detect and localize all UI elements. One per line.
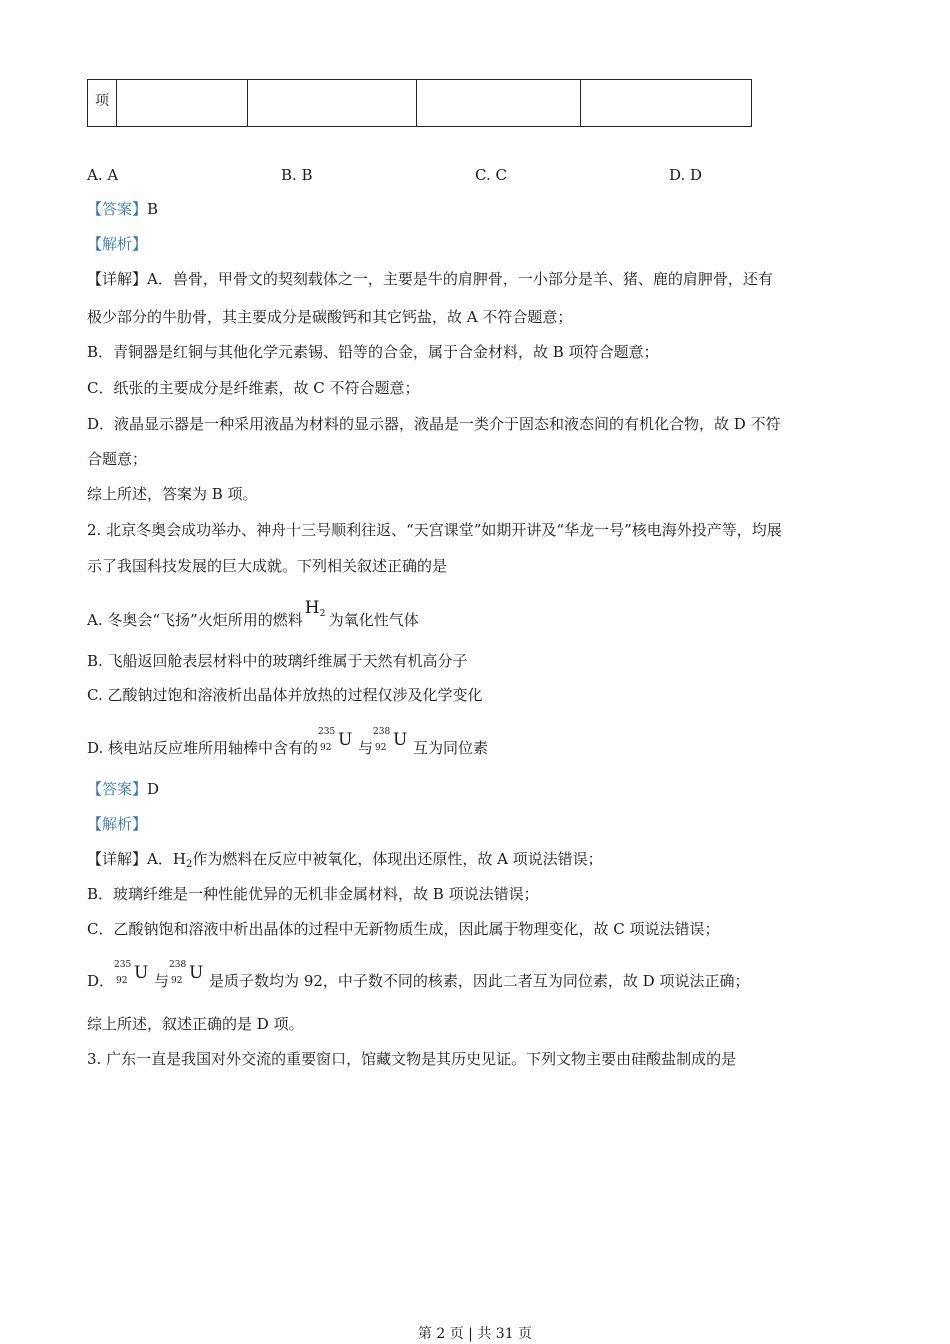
q1-detail-line: 极少部分的牛肋骨，其主要成分是碳酸钙和其它钙盐，故 A 不符合题意； [87,308,573,326]
q2-option-c: C. 乙酸钠过饱和溶液析出晶体并放热的过程仅涉及化学变化 [87,686,483,704]
answer-tag: 【答案】 [87,200,148,218]
answer-tag: 【答案】 [87,780,148,798]
q1-detail-line: D．液晶显示器是一种采用液晶为材料的显示器，液晶是一类介于固态和液态间的有机化合物，故 D 不符 [87,415,781,433]
q2-option-d: D. 核电站反应堆所用轴棒中含有的 235 92 U 与 238 92 U 互为同位素 [87,727,489,757]
q1-detail-line: C．纸张的主要成分是纤维素，故 C 不符合题意； [87,379,420,397]
q1-answer [87,198,158,220]
q1-option-b: B. B [281,166,313,184]
h2-formula: H 2 [304,598,326,619]
q2-option-b: B. 飞船返回舱表层材料中的玻璃纤维属于天然有机高分子 [87,652,468,670]
q1-option-a: A. A [87,166,119,184]
q2-option-a: A. 冬奥会“飞扬”火炬所用的燃料 H 2 为氧化性气体 [87,598,419,629]
q1-summary: 综上所述，答案为 B 项。 [87,485,258,503]
q2-answer [87,778,159,800]
isotope-u235: 235 92 U [114,960,149,986]
q2-detail-a: 【详解】A．$H_2$作为燃料在反应中被氧化，体现出还原性，故 A 项说法错误； [87,850,603,870]
q1-detail-line: B．青铜器是红铜与其他化学元素锡、铅等的合金，属于合金材料，故 B 项符合题意； [87,343,659,361]
table-cell [117,80,248,127]
table-cell [417,80,581,127]
isotope-u235: 235 92 U [318,727,353,753]
q2-analysis-tag: 【解析】 [87,815,148,833]
table-cell [248,80,417,127]
q2-summary: 综上所述，叙述正确的是 D 项。 [87,1015,304,1033]
answer-value: B [147,200,159,218]
q2-stem-line: 2. 北京冬奥会成功举办、神舟十三号顺利往返、“天宫课堂”如期开讲及“华龙一号”核电海外投产等，均展 [87,521,782,539]
table-row-label: 项 [88,80,117,127]
q2-detail-b: B．玻璃纤维是一种性能优异的无机非金属材料，故 B 项说法错误； [87,885,539,903]
detail-tag: 【详解】 [87,850,148,868]
table-cell [581,80,752,127]
q2-detail-d: D． 235 92 U 与 238 92 U 是质子数均为 92，中子数不同的核素，因此二者互为同位素，故 D 项说法正确； [87,960,750,990]
q3-stem: 3. 广东一直是我国对外交流的重要窗口，馆藏文物是其历史见证。下列文物主要由硅酸盐制成的是 [87,1050,737,1068]
q2-detail-c: C．乙酸钠饱和溶液中析出晶体的过程中无新物质生成，因此属于物理变化，故 C 项说法错误； [87,920,720,938]
page-footer: 第 2 页 | 共 31 页 [417,1326,533,1342]
detail-tag: 【详解】 [87,270,148,288]
q1-detail-line: 【详解】A．兽骨，甲骨文的契刻载体之一，主要是牛的肩胛骨，一小部分是羊、猪、鹿的肩胛骨，还有 [87,270,773,288]
q1-option-d: D. D [669,166,703,184]
q1-analysis-tag: 【解析】 [87,235,148,253]
isotope-u238: 238 92 U [169,960,204,986]
q2-stem-line: 示了我国科技发展的巨大成就。下列相关叙述正确的是 [87,557,448,575]
q1-detail-line: 合题意； [87,450,148,468]
answer-table-fragment [87,79,752,127]
isotope-u238: 238 92 U [373,727,408,753]
q1-option-c: C. C [475,166,507,184]
answer-value: D [147,780,160,798]
